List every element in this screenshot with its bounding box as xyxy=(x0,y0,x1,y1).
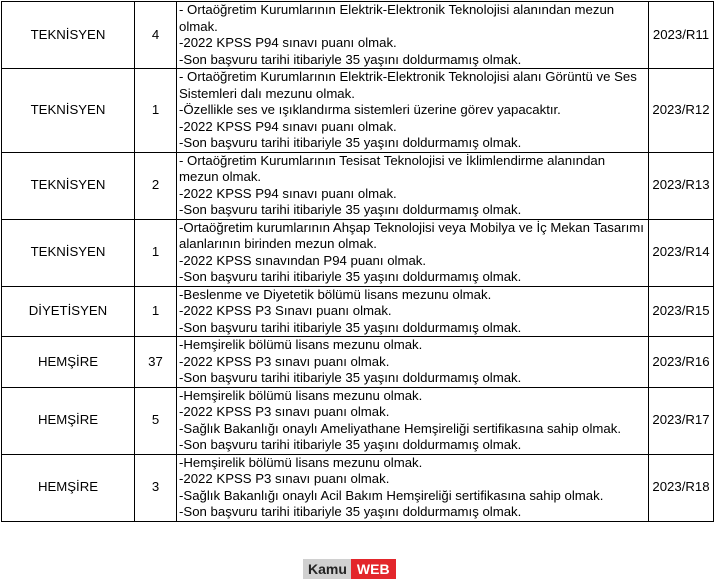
table-body xyxy=(2,2,714,522)
position-title-cell: HEMŞİRE xyxy=(2,454,135,521)
position-code-cell: 2023/R14 xyxy=(649,219,714,286)
requirement-line: - Ortaöğretim Kurumlarının Elektrik-Elektronik Teknolojisi alanından mezun olmak. xyxy=(179,2,615,34)
position-title-cell: TEKNİSYEN xyxy=(2,152,135,219)
requirement-line: -2022 KPSS sınavından P94 puanı olmak. xyxy=(179,252,427,268)
job-positions-table xyxy=(1,1,714,522)
requirement-line: -Hemşirelik bölümü lisans mezunu olmak. xyxy=(179,387,423,403)
requirements-cell xyxy=(177,337,649,388)
requirement-line: -Son başvuru tarihi itibariyle 35 yaşını doldurmamış olmak. xyxy=(179,51,522,67)
requirement-line: -Son başvuru tarihi itibariyle 35 yaşını doldurmamış olmak. xyxy=(179,319,522,335)
table-row xyxy=(2,2,714,69)
requirement-line: -Özellikle ses ve ışıklandırma sistemleri üzerine görev yapacaktır. xyxy=(179,102,561,117)
requirements-cell xyxy=(177,2,649,69)
position-count-cell: 1 xyxy=(135,69,177,153)
position-count-cell: 3 xyxy=(135,454,177,521)
requirement-line: -Son başvuru tarihi itibariyle 35 yaşını doldurmamış olmak. xyxy=(179,269,522,284)
position-count-cell: 1 xyxy=(135,219,177,286)
requirements-cell xyxy=(177,69,649,153)
requirement-line: -Hemşirelik bölümü lisans mezunu olmak. xyxy=(179,337,423,352)
requirement-line: -2022 KPSS P3 Sınavı puanı olmak. xyxy=(179,303,392,318)
requirement-line: -Son başvuru tarihi itibariyle 35 yaşını doldurmamış olmak. xyxy=(179,437,522,452)
position-title-cell: HEMŞİRE xyxy=(2,337,135,388)
requirement-line: -Beslenme ve Diyetetik bölümü lisans mezunu olmak. xyxy=(179,286,492,302)
position-count-cell: 2 xyxy=(135,152,177,219)
position-title-cell: HEMŞİRE xyxy=(2,387,135,454)
requirements-cell xyxy=(177,454,649,521)
requirement-line: -Son başvuru tarihi itibariyle 35 yaşını doldurmamış olmak. xyxy=(179,202,522,217)
watermark-web-text: WEB xyxy=(351,559,396,579)
requirements-cell xyxy=(177,387,649,454)
requirement-line: -2022 KPSS P94 sınavı puanı olmak. xyxy=(179,118,397,134)
position-code-cell: 2023/R18 xyxy=(649,454,714,521)
table-row xyxy=(2,69,714,153)
requirement-line: -2022 KPSS P3 sınavı puanı olmak. xyxy=(179,404,390,419)
requirement-line: -2022 KPSS P3 sınavı puanı olmak. xyxy=(179,471,390,486)
requirement-line: -2022 KPSS P3 sınavı puanı olmak. xyxy=(179,353,390,369)
position-code-cell: 2023/R17 xyxy=(649,387,714,454)
requirement-line: - Ortaöğretim Kurumlarının Elektrik-Elektronik Teknolojisi alanı Görüntü ve Ses Sistemleri dalı mezunu olmak. xyxy=(179,69,637,101)
requirement-line: -Ortaöğretim kurumlarının Ahşap Teknolojisi veya Mobilya ve İç Mekan Tasarımı alanlarının birinden mezun olmak. xyxy=(179,219,644,251)
table-row xyxy=(2,387,714,454)
requirement-line: -2022 KPSS P94 sınavı puanı olmak. xyxy=(179,185,397,201)
table-row xyxy=(2,286,714,337)
watermark-kamu-text: Kamu xyxy=(303,559,351,579)
position-code-cell: 2023/R15 xyxy=(649,286,714,337)
requirement-line: -Sağlık Bakanlığı onaylı Ameliyathane Hemşireliği sertifikasına sahip olmak. xyxy=(179,420,621,436)
position-count-cell: 5 xyxy=(135,387,177,454)
requirements-cell xyxy=(177,286,649,337)
requirements-cell xyxy=(177,152,649,219)
requirement-line: -Son başvuru tarihi itibariyle 35 yaşını doldurmamış olmak. xyxy=(179,504,522,519)
position-count-cell: 37 xyxy=(135,337,177,388)
position-code-cell: 2023/R12 xyxy=(649,69,714,153)
table-row xyxy=(2,152,714,219)
requirement-line: -Hemşirelik bölümü lisans mezunu olmak. xyxy=(179,454,423,470)
requirements-cell xyxy=(177,219,649,286)
table-row xyxy=(2,337,714,388)
requirement-line: -Sağlık Bakanlığı onaylı Acil Bakım Hemşireliği sertifikasına sahip olmak. xyxy=(179,487,604,503)
position-title-cell: TEKNİSYEN xyxy=(2,219,135,286)
position-title-cell: TEKNİSYEN xyxy=(2,69,135,153)
position-count-cell: 4 xyxy=(135,2,177,69)
position-title-cell: TEKNİSYEN xyxy=(2,2,135,69)
table-row xyxy=(2,454,714,521)
position-count-cell: 1 xyxy=(135,286,177,337)
position-code-cell: 2023/R11 xyxy=(649,2,714,69)
position-code-cell: 2023/R16 xyxy=(649,337,714,388)
requirement-line: -2022 KPSS P94 sınavı puanı olmak. xyxy=(179,35,397,50)
position-code-cell: 2023/R13 xyxy=(649,152,714,219)
kamuweb-watermark xyxy=(303,559,396,579)
requirement-line: - Ortaöğretim Kurumlarının Tesisat Teknolojisi ve İklimlendirme alanından mezun olmak. xyxy=(179,152,606,184)
requirement-line: -Son başvuru tarihi itibariyle 35 yaşını doldurmamış olmak. xyxy=(179,135,522,150)
position-title-cell: DİYETİSYEN xyxy=(2,286,135,337)
requirement-line: -Son başvuru tarihi itibariyle 35 yaşını doldurmamış olmak. xyxy=(179,370,522,385)
table-row xyxy=(2,219,714,286)
